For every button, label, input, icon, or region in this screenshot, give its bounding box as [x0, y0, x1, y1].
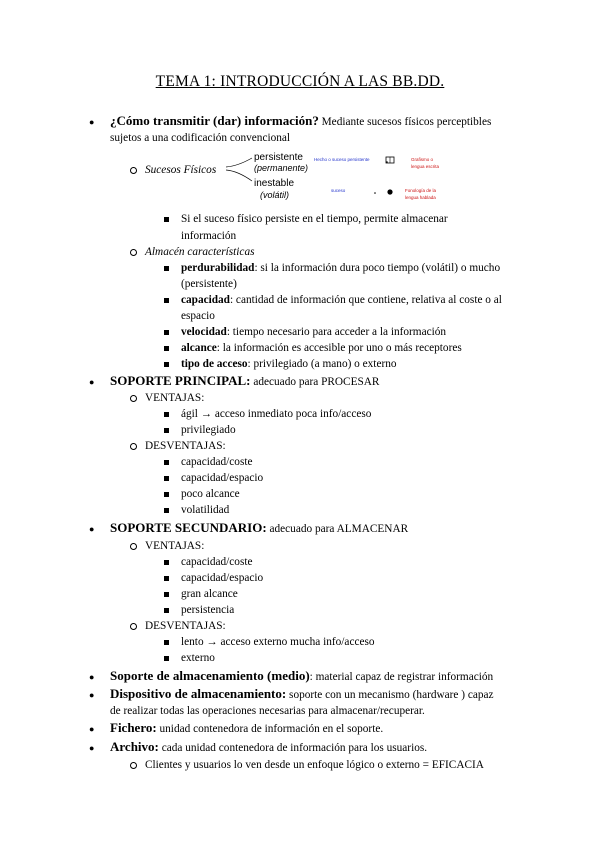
sucesos-note-2: información [181, 230, 237, 242]
almacen-item [181, 324, 446, 340]
circle-bullet-icon [130, 249, 137, 256]
list-item: poco alcance [181, 488, 240, 500]
list-item: capacidad/coste [181, 556, 253, 568]
circle-bullet-icon [130, 167, 137, 174]
almacen-item [181, 292, 502, 308]
square-bullet-icon [164, 266, 169, 271]
almacen-term: velocidad [181, 326, 227, 338]
almacen-item-cont: espacio [181, 310, 215, 322]
square-bullet-icon [164, 217, 169, 222]
almacen-term: perdurabilidad [181, 262, 255, 274]
circle-bullet-icon [130, 395, 137, 402]
almacen-item [181, 260, 500, 276]
list-item: capacidad/espacio [181, 572, 264, 584]
volatil-label: (volátil) [260, 190, 290, 200]
principal-heading: SOPORTE PRINCIPAL: [110, 373, 251, 388]
list-item: capacidad/coste [181, 456, 253, 468]
list-item: privilegiado [181, 424, 236, 436]
question-heading: ¿Cómo transmitir (dar) información? [110, 113, 319, 128]
list-item: persistencia [181, 604, 235, 616]
dispositivo-def [110, 686, 494, 703]
square-bullet-icon [164, 492, 169, 497]
bullet-icon: ● [89, 117, 95, 127]
archivo-sub: Clientes y usuarios lo ven desde un enfoque lógico o externo = EFICACIA [145, 759, 484, 771]
bullet-icon: ● [89, 743, 95, 753]
sucesos-diagram [224, 150, 484, 210]
almacen-desc: : cantidad de información que contiene, relativa al coste o al [229, 294, 502, 306]
page-title: TEMA 1: INTRODUCCIÓN A LAS BB.DD. [155, 73, 445, 90]
principal-line [110, 373, 379, 390]
bullet-icon: ● [89, 690, 95, 700]
secundario-heading: SOPORTE SECUNDARIO: [110, 520, 267, 535]
red-note-1b: lengua escrita [411, 164, 440, 169]
blue-note-1: Hecho o suceso persistente [314, 157, 370, 162]
almacen-item [181, 340, 462, 356]
almacen-term: capacidad [181, 294, 230, 306]
red-note-2a: Fonología de la [405, 188, 437, 193]
dispositivo-desc-2: de realizar todas las operaciones necesarias para almacenar/recuperar. [110, 705, 425, 717]
fichero-term: Fichero: [110, 720, 157, 735]
list-item: ágil → acceso inmediato poca info/acceso [181, 408, 372, 420]
dispositivo-desc: soporte con un mecanismo (hardware ) capaz [286, 689, 494, 701]
secundario-line [110, 520, 408, 537]
square-bullet-icon [164, 608, 169, 613]
square-bullet-icon [164, 476, 169, 481]
circle-bullet-icon [130, 543, 137, 550]
soporte-term: Soporte de almacenamiento (medio) [110, 668, 310, 683]
secundario-ventajas: VENTAJAS: [145, 540, 205, 552]
fichero-def [110, 720, 383, 737]
principal-desventajas: DESVENTAJAS: [145, 440, 226, 452]
square-bullet-icon [164, 576, 169, 581]
square-bullet-icon [164, 560, 169, 565]
archivo-term: Archivo: [110, 739, 159, 754]
almacen-desc: : tiempo necesario para acceder a la información [226, 326, 447, 338]
square-bullet-icon [164, 346, 169, 351]
list-item: capacidad/espacio [181, 472, 264, 484]
dispositivo-term: Dispositivo de almacenamiento: [110, 686, 287, 701]
sound-icon [387, 189, 392, 194]
almacen-item-cont: (persistente) [181, 278, 237, 290]
square-bullet-icon [164, 460, 169, 465]
bullet-icon: ● [89, 524, 95, 534]
square-bullet-icon [164, 656, 169, 661]
square-bullet-icon [164, 298, 169, 303]
list-item: gran alcance [181, 588, 238, 600]
soporte-def [110, 668, 493, 685]
circle-bullet-icon [130, 623, 137, 630]
circle-bullet-icon [130, 762, 137, 769]
square-bullet-icon [164, 412, 169, 417]
question-text-2: sujetos a una codificación convencional [110, 132, 291, 144]
question-text: Mediante sucesos físicos perceptibles [318, 116, 492, 128]
almacen-desc: : si la información dura poco tiempo (volátil) o mucho [254, 262, 501, 274]
circle-bullet-icon [130, 443, 137, 450]
almacen-label: Almacén características [145, 246, 255, 258]
list-item: lento → acceso externo mucha info/acceso [181, 636, 375, 648]
red-note-2b: lengua hablada [405, 195, 436, 200]
principal-ventajas: VENTAJAS: [145, 392, 205, 404]
list-item: volatilidad [181, 504, 230, 516]
square-bullet-icon [164, 592, 169, 597]
sucesos-note-1: Si el suceso físico persiste en el tiempo, permite almacenar [181, 213, 448, 225]
principal-text: adecuado para PROCESAR [250, 376, 380, 388]
secundario-desventajas: DESVENTAJAS: [145, 620, 226, 632]
archivo-desc: cada unidad contenedora de información para los usuarios. [158, 742, 428, 754]
almacen-term: alcance [181, 342, 217, 354]
square-bullet-icon [164, 362, 169, 367]
square-bullet-icon [164, 640, 169, 645]
almacen-desc: : privilegiado (a mano) o externo [247, 358, 397, 370]
question-line [110, 113, 491, 130]
square-bullet-icon [164, 508, 169, 513]
sucesos-label: Sucesos Físicos [145, 164, 217, 176]
square-bullet-icon [164, 330, 169, 335]
bullet-icon: ● [89, 672, 95, 682]
archivo-def [110, 739, 427, 756]
permanente-label: (permanente) [254, 163, 309, 173]
red-note-1a: Grafismo o [411, 157, 434, 162]
almacen-desc: : la información es accesible por uno o más receptores [216, 342, 462, 354]
bullet-icon: ● [89, 724, 95, 734]
square-bullet-icon [164, 428, 169, 433]
almacen-term: tipo de acceso [181, 358, 248, 370]
persistente-label: persistente [254, 152, 303, 163]
secundario-text: adecuado para ALMACENAR [266, 523, 409, 535]
fichero-desc: unidad contenedora de información en el soporte. [156, 723, 384, 735]
almacen-item [181, 356, 397, 372]
blue-note-2: suceso [331, 188, 346, 193]
list-item: externo [181, 652, 215, 664]
bullet-icon: ● [89, 377, 95, 387]
inestable-label: inestable [254, 178, 295, 189]
soporte-desc: : material capaz de registrar información [309, 671, 494, 683]
